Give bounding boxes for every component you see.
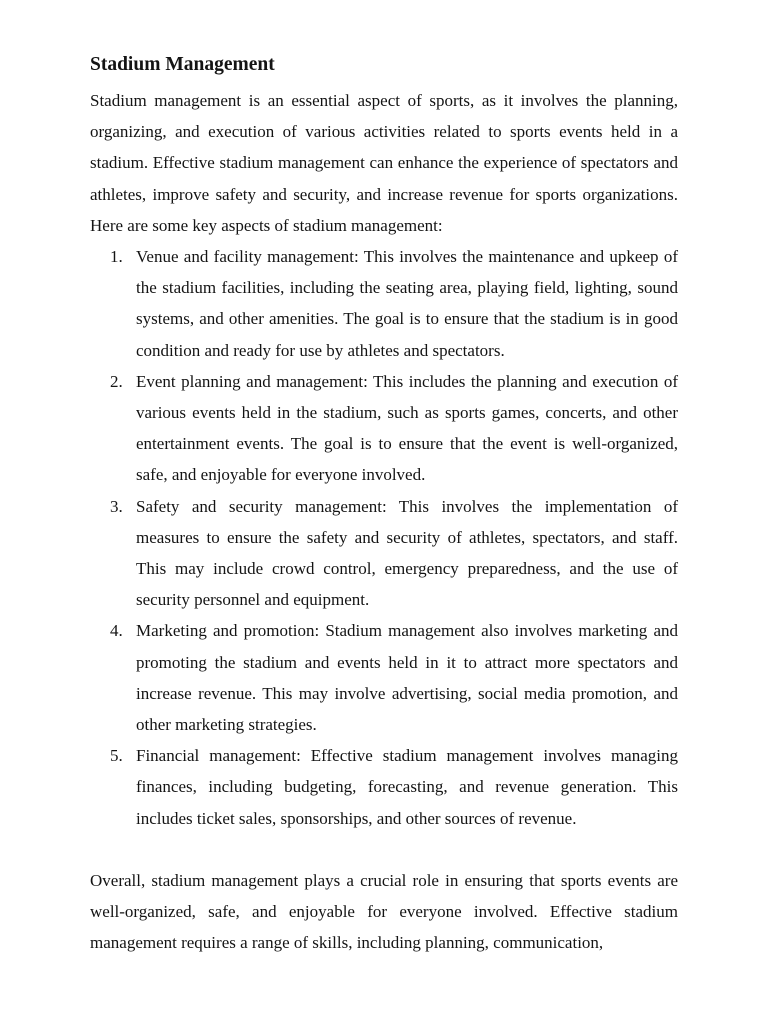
list-item-1 bbox=[90, 241, 678, 366]
list-item-text: Financial management: Effective stadium management involves managing finances, including budgeting, forecasting, and revenue generation. This includes ticket sales, sponsorships, and other sources of revenue. bbox=[136, 746, 678, 828]
conclusion-paragraph: Overall, stadium management plays a crucial role in ensuring that sports events are well-organized, safe, and enjoyable for everyone involved. Effective stadium management requires a range of skills, including planning, communication, bbox=[90, 870, 678, 953]
list-item-number: 2. bbox=[110, 371, 123, 391]
list-item-text: Marketing and promotion: Stadium management also involves marketing and promoting the stadium and events held in it to attract more spectators and increase revenue. This may involve advertising, social media promotion, and other marketing strategies. bbox=[136, 621, 678, 735]
key-aspects-list bbox=[90, 241, 678, 834]
list-item-3 bbox=[90, 491, 678, 616]
list-item-4 bbox=[90, 615, 678, 740]
list-item-number: 1. bbox=[110, 247, 123, 267]
list-item-text: Event planning and management: This includes the planning and execution of various events held in the stadium, such as sports games, concerts, and other entertainment events. The goal is to ensure that the event is well-organized, safe, and enjoyable for everyone involved. bbox=[136, 371, 678, 485]
intro-paragraph: Stadium management is an essential aspect of sports, as it involves the planning, organizing, and execution of various activities related to sports events held in a stadium. Effective stadium management can enhance the experience of spectators and athletes, improve safety and security, and increase revenue for sports organizations. Here are some key aspects of stadium management: bbox=[90, 91, 678, 235]
list-item-5 bbox=[90, 740, 678, 834]
list-item-text: Safety and security management: This involves the implementation of measures to ensure the safety and security of athletes, spectators, and staff. This may include crowd control, emergency preparedness, and the use of security personnel and equipment. bbox=[136, 496, 678, 610]
list-item-number: 4. bbox=[110, 621, 123, 641]
list-item-2 bbox=[90, 366, 678, 491]
document-title: Stadium Management bbox=[90, 54, 275, 75]
list-item-text: Venue and facility management: This involves the maintenance and upkeep of the stadium facilities, including the seating area, playing field, lighting, sound systems, and other amenities. The goal is to ensure that the stadium is in good condition and ready for use by athletes and spectators. bbox=[136, 247, 678, 360]
document-content bbox=[90, 52, 678, 958]
list-item-number: 3. bbox=[110, 496, 123, 516]
list-item-number: 5. bbox=[110, 746, 123, 766]
